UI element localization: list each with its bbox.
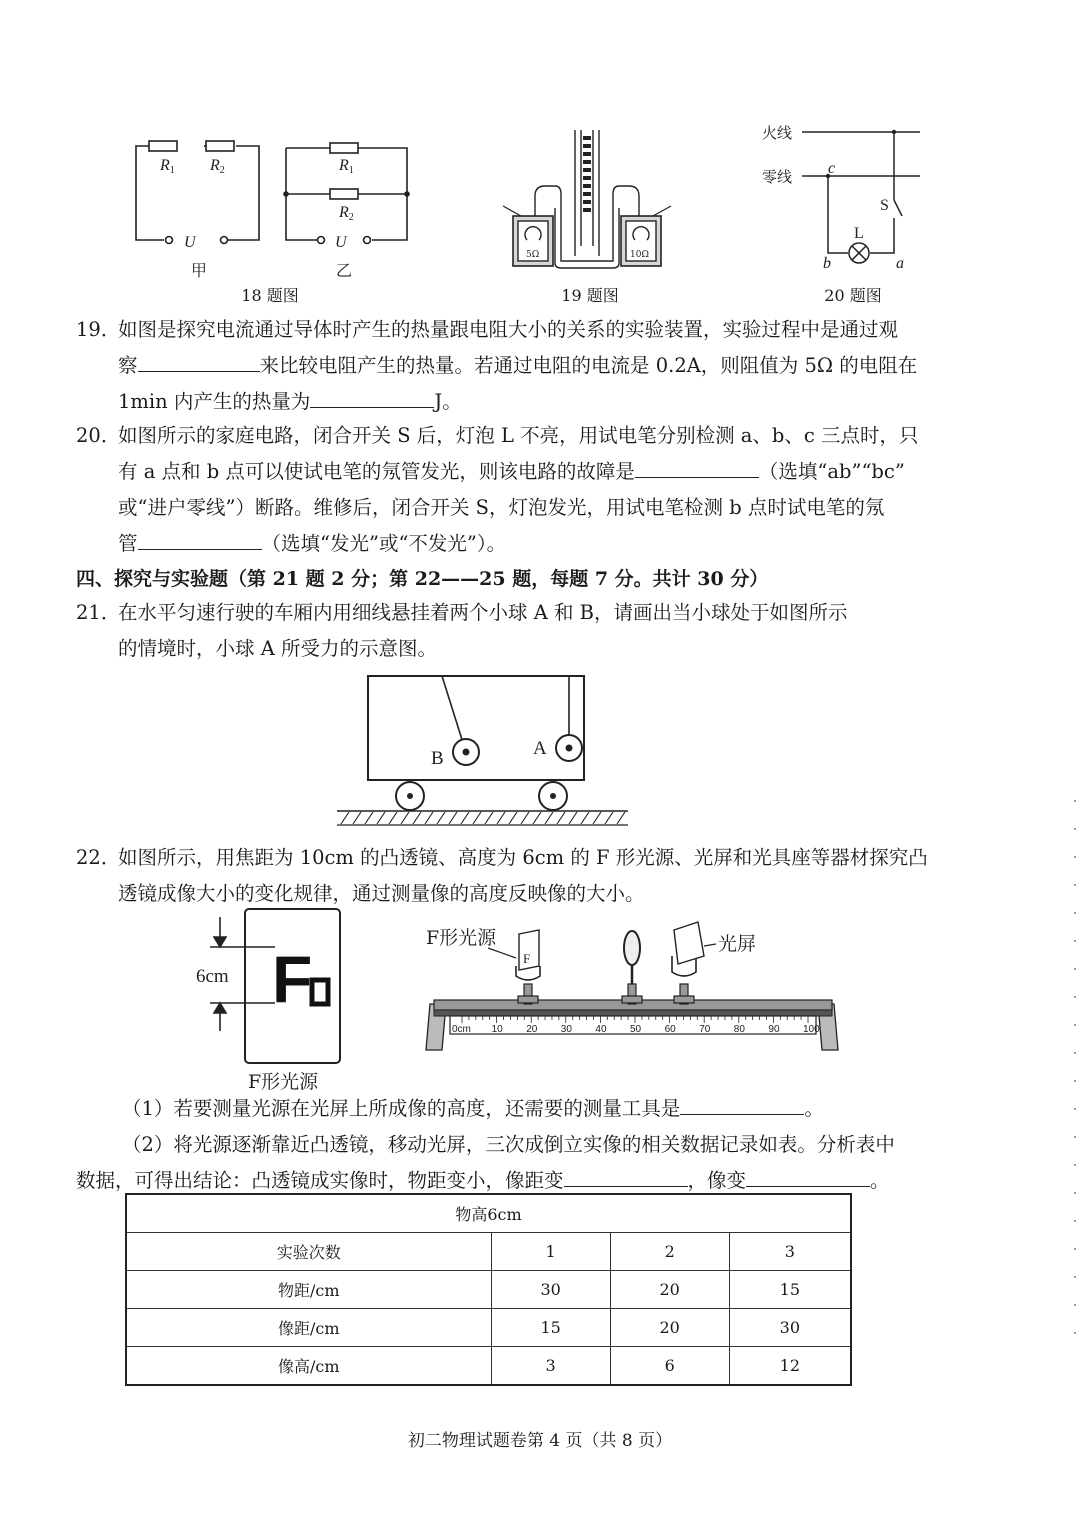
figure-18 <box>120 130 420 280</box>
ruler-label: 50 <box>630 1024 642 1035</box>
fig22-bench-screen-label: 光屏 <box>718 933 757 955</box>
text-line: 察 来比较电阻产生的热量。若通过电阻的电流是 0.2A，则阻值为 5Ω 的电阻在 <box>118 348 956 384</box>
answer-blank[interactable] <box>564 1166 688 1187</box>
question-text <box>76 312 956 420</box>
table-cell: 15 <box>729 1271 851 1309</box>
ruler-label: 100 <box>803 1024 820 1035</box>
figure-20 <box>760 120 930 275</box>
table-cell: 3 <box>491 1347 610 1386</box>
question-22-parts <box>76 1091 956 1199</box>
text-line: 管 （选填“发光”或“不发光”）。 <box>118 526 956 562</box>
ruler-label: 40 <box>595 1024 607 1035</box>
fig22-bench-f-letter: F <box>523 951 531 966</box>
figure-19-caption: 19 题图 <box>561 286 619 305</box>
text-line: 如图所示，用焦距为 10cm 的凸透镜、高度为 6cm 的 F 形光源、光屏和光具座等器材探究凸 <box>118 846 928 869</box>
table-cell: 30 <box>729 1309 851 1347</box>
figure-22-optical-bench <box>420 918 845 1058</box>
figure-21-carriage <box>335 672 635 832</box>
table-cell: 实验次数 <box>126 1233 491 1271</box>
fig18-right-u-label: U <box>335 234 347 251</box>
ruler-label: 70 <box>699 1024 711 1035</box>
table-cell: 30 <box>491 1271 610 1309</box>
ruler-label: 20 <box>526 1024 538 1035</box>
text-line: 如图所示的家庭电路，闭合开关 S 后，灯泡 L 不亮，用试电笔分别检测 a、b、c 三点时，只 <box>118 424 919 447</box>
fig18-left-name: 甲 <box>191 261 208 280</box>
fig21-ball-b-label: B <box>431 748 444 769</box>
ruler-label: 10 <box>491 1024 503 1035</box>
question-number: 21． <box>76 601 121 624</box>
table-cell: 像高/cm <box>126 1347 491 1386</box>
table-row <box>126 1347 851 1386</box>
text-line: 在水平匀速行驶的车厢内用细线悬挂着两个小球 A 和 B，请画出当小球处于如图所示 <box>118 601 848 624</box>
fig22-bench-source-label: F形光源 <box>426 927 497 949</box>
fig22-source-caption: F形光源 <box>248 1071 319 1093</box>
fig20-switch-label: S <box>880 197 889 214</box>
fig20-neutral-wire-label: 零线 <box>762 168 793 186</box>
table-cell: 15 <box>491 1309 610 1347</box>
answer-blank[interactable] <box>680 1094 804 1115</box>
answer-blank[interactable] <box>138 351 260 372</box>
figure-18-circuits <box>120 130 420 280</box>
ruler-label: 30 <box>560 1024 572 1035</box>
binding-margin-dots <box>1074 800 1078 1360</box>
question-22 <box>76 840 956 912</box>
figure-19-apparatus <box>495 128 685 273</box>
question-22-part-2: （2）将光源逐渐靠近凸透镜，移动光屏，三次成倒立实像的相关数据记录如表。分析表中 <box>122 1133 895 1156</box>
fig19-left-resistance: 5Ω <box>526 250 540 260</box>
figure-20-caption: 20 题图 <box>824 286 882 305</box>
table-cell: 20 <box>610 1271 729 1309</box>
figure-20-household-circuit <box>760 120 930 275</box>
fig18-left-u-label: U <box>184 234 196 251</box>
table-cell: 2 <box>610 1233 729 1271</box>
page-footer: 初二物理试题卷第 4 页（共 8 页） <box>407 1431 673 1451</box>
section-heading: 四、探究与实验题（第 21 题 2 分；第 22——25 题，每题 7 分。共计 30 分） <box>76 568 769 590</box>
fig18-right-r1-label: R1 <box>339 157 354 176</box>
ruler-label: 90 <box>768 1024 780 1035</box>
fig20-point-c: c <box>828 160 836 177</box>
question-number: 20． <box>76 424 121 447</box>
table-cell: 6 <box>610 1347 729 1386</box>
question-text <box>76 418 956 562</box>
answer-blank[interactable] <box>138 529 262 550</box>
fig19-right-resistance: 10Ω <box>630 250 649 260</box>
ruler-label: 60 <box>664 1024 676 1035</box>
text-line: 如图是探究电流通过导体时产生的热量跟电阻大小的关系的实验装置，实验过程中是通过观 <box>118 318 899 341</box>
table-cell: 20 <box>610 1309 729 1347</box>
table-title: 物高6cm <box>126 1194 851 1233</box>
table-row <box>126 1233 851 1271</box>
text-line: 的情境时，小球 A 所受力的示意图。 <box>118 637 437 660</box>
text-line: 透镜成像大小的变化规律，通过测量像的高度反映像的大小。 <box>118 882 645 905</box>
f-light-source-card <box>180 905 355 1095</box>
fig18-right-r2-label: R2 <box>339 204 354 223</box>
question-number: 19． <box>76 318 121 341</box>
table-cell: 物距/cm <box>126 1271 491 1309</box>
question-19 <box>76 312 956 420</box>
fig18-left-r1-label: R1 <box>160 157 175 176</box>
figure-19 <box>495 128 685 273</box>
question-22-part-2-cont: 数据，可得出结论：凸透镜成实像时，物距变小，像距变 ，像变 。 <box>76 1163 956 1199</box>
table-cell: 像距/cm <box>126 1309 491 1347</box>
ruler-label: 80 <box>733 1024 745 1035</box>
question-number: 22． <box>76 846 121 869</box>
fig18-left-r2-label: R2 <box>210 157 225 176</box>
table-cell: 1 <box>491 1233 610 1271</box>
question-21 <box>76 595 956 667</box>
fig18-right-name: 乙 <box>336 261 353 280</box>
fig22-height-label: 6cm <box>196 966 229 987</box>
question-20 <box>76 418 956 562</box>
optical-bench-drawing <box>420 918 845 1058</box>
table-title-row <box>126 1194 851 1233</box>
table-row <box>126 1309 851 1347</box>
answer-blank[interactable] <box>746 1166 870 1187</box>
question-text <box>76 840 956 912</box>
fig20-live-wire-label: 火线 <box>762 124 793 142</box>
answer-blank[interactable] <box>635 457 759 478</box>
text-line: 或“进户零线”）断路。维修后，闭合开关 S，灯泡发光，用试电笔检测 b 点时试电笔的氖 <box>118 496 885 519</box>
fig20-point-a: a <box>896 255 904 272</box>
figure-18-caption: 18 题图 <box>241 286 299 305</box>
table-cell: 3 <box>729 1233 851 1271</box>
fig22-f-letter: F <box>272 942 313 1016</box>
table-row <box>126 1271 851 1309</box>
figure-21 <box>335 672 635 832</box>
table-cell: 12 <box>729 1347 851 1386</box>
figure-22-light-source <box>180 905 355 1095</box>
text-line: 有 a 点和 b 点可以使试电笔的氖管发光，则该电路的故障是 （选填“ab”“bc” <box>118 454 956 490</box>
fig21-ball-a-label: A <box>533 738 547 759</box>
question-22-part-1: （1）若要测量光源在光屏上所成像的高度，还需要的测量工具是 。 <box>76 1091 956 1127</box>
fig20-lamp-label: L <box>854 225 864 242</box>
experiment-data-table <box>125 1193 852 1386</box>
answer-blank[interactable] <box>310 387 434 408</box>
question-text <box>76 595 956 667</box>
fig20-point-b: b <box>823 255 831 272</box>
text-line: 1min 内产生的热量为 J。 <box>118 384 956 420</box>
ruler-label: 0cm <box>452 1024 471 1035</box>
